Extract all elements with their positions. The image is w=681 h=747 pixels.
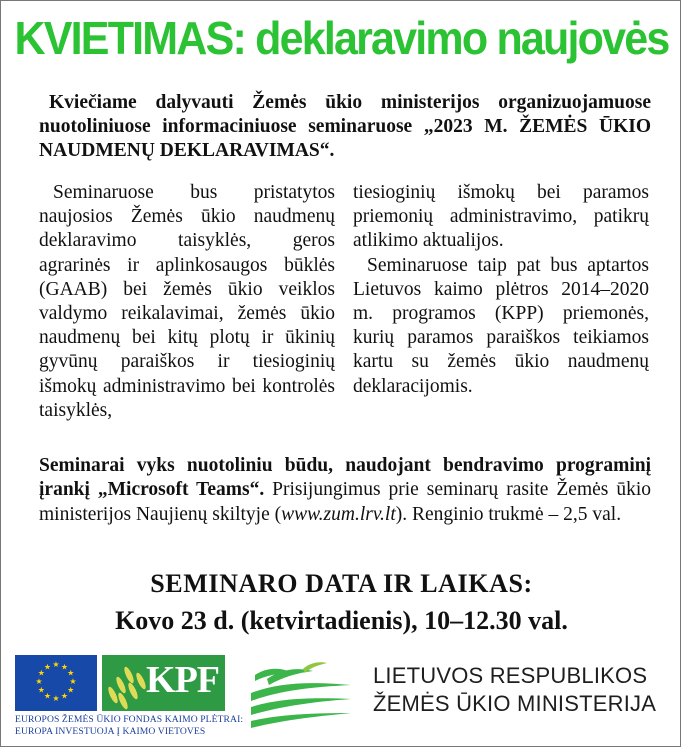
ministry-name-line2: ŽEMĖS ŪKIO MINISTERIJA [373,691,657,716]
svg-text:★: ★ [43,691,52,701]
eu-stars-icon [15,655,97,711]
kpp-paragraph: Seminaruose taip pat bus aptartos Lietuvos kaimo plėtros 2014–2020 m. programos (KPP) priemonės, kurių paramos paraiškos teikiamos kartu su žemės ūkio naudmenų deklaracijomis. [353,254,649,397]
headline: KVIETIMAS: deklaravimo naujovės [14,13,669,65]
eu-flag-logo [15,655,97,711]
svg-text:★: ★ [69,677,77,686]
left-column [39,181,335,423]
right-column [353,181,649,399]
date-time: Kovo 23 d. (ketvirtadienis), 10–12.30 val. [115,606,568,635]
eafrd-slogan: EUROPA INVESTUOJA Į KAIMO VIETOVES [15,726,206,737]
svg-text:★: ★ [37,685,45,695]
intro-text: Kviečiame dalyvauti Žemės ūkio ministerijos organizuojamuose nuotoliniuose informaciniuose seminaruose „2023 M. ŽEMĖS ŪKIO NAUDMENŲ DEKLARAVIMAS“. [39,92,651,161]
svg-text:★: ★ [43,662,52,672]
online-info-bold: Seminarai vyks nuotoliniu būdu, naudojant bendravimo programinį įrankį „Microsoft Teams“. [39,455,651,501]
online-info-text: Prisijungimus prie seminarų rasite Žemės ūkio ministerijos Naujienų skiltyje ( [39,479,652,525]
online-info-paragraph [39,454,651,527]
date-heading: SEMINARO DATA IR LAIKAS: [150,569,533,598]
svg-text:★: ★ [35,677,43,686]
seminar-topics-paragraph: Seminaruose bus pristatytos naujosios Žemės ūkio naudmenų deklaravimo taisyklės, geros agrarinės ir aplinkosaugos būklės (GAAB) bei žemės ūkio veiklos valdymo reikalavimai, žemės ūkio naudmenų bei kitų plotų ir ūkinių gyvūnų paraiškos ir tiesioginių išmokų administravimo bei kontrolės taisyklės, [39,182,335,421]
svg-text:★: ★ [67,685,75,695]
svg-text:★: ★ [52,660,60,669]
online-info-text-end: ). [395,503,408,525]
logo-strip [1,649,681,739]
svg-text:★: ★ [60,662,69,672]
svg-text:★: ★ [52,694,60,703]
event-duration: Renginio trukmė – 2,5 val. [412,503,622,525]
svg-text:★: ★ [37,668,45,678]
intro-paragraph [39,91,651,163]
svg-text:★: ★ [60,691,69,701]
seminar-topics-continuation: tiesioginių išmokų bei paramos priemonių administravimo, patikrų atlikimo aktualijos. [353,182,649,252]
ministry-website-link[interactable]: www.zum.lrv.lt [281,503,396,525]
ministry-name-line1: LIETUVOS RESPUBLIKOS [373,663,648,688]
kpf-logo-text: KPF [146,659,219,701]
svg-text:★: ★ [67,668,75,678]
eafrd-caption: EUROPOS ŽEMĖS ŪKIO FONDAS KAIMO PLĖTRAI: [15,714,244,725]
ministry-leaf-icon [247,659,357,729]
kpf-logo [99,655,225,711]
